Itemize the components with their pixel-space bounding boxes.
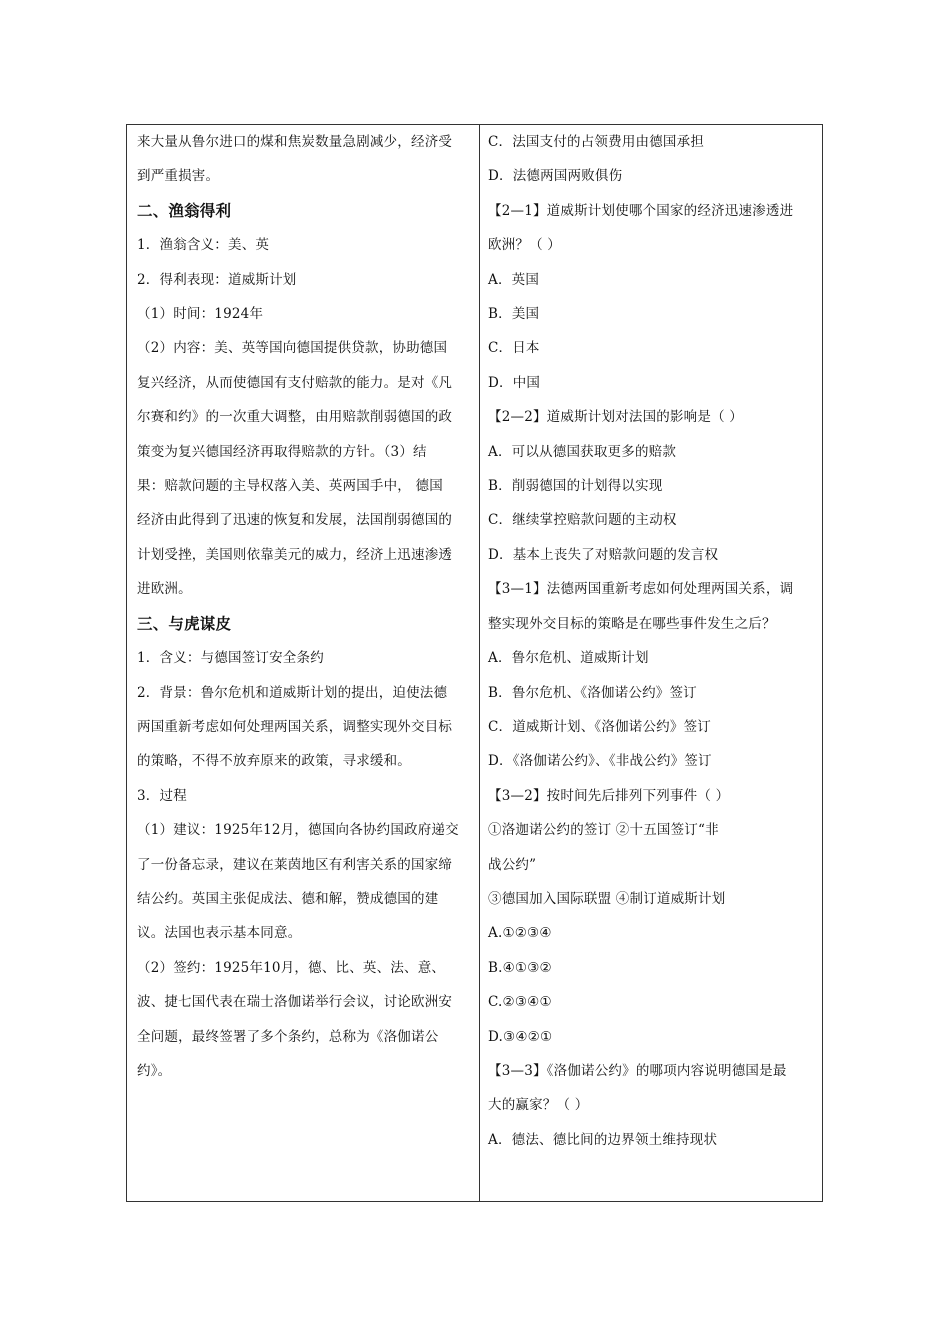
notes-text-line: 果：赔款问题的主导权落入美、英两国手中， 德国	[137, 478, 443, 495]
exercise-text-line: C．法国支付的占领费用由德国承担	[488, 134, 705, 150]
exercise-text-line: 【3—2】按时间先后排列下列事件（ ）	[488, 787, 730, 804]
notes-text-line: 计划受挫，美国则依靠美元的威力，经济上迅速渗透	[137, 546, 453, 563]
exercise-text-line: 战公约”	[488, 856, 537, 873]
notes-text-line: 结公约。英国主张促成法、德和解，赞成德国的建	[137, 890, 439, 907]
exercise-text-line: D．中国	[488, 374, 541, 391]
notes-text-line: 经济由此得到了迅速的恢复和发展，法国削弱德国的	[137, 512, 453, 529]
exercise-text-line: A．英国	[488, 271, 540, 288]
notes-text-line: 策变为复兴德国经济再取得赔款的方针。（3）结	[137, 443, 427, 460]
exercise-text-line: A．鲁尔危机、道威斯计划	[488, 650, 649, 667]
exercise-text-line: C．继续掌控赔款问题的主动权	[488, 512, 677, 529]
exercise-text-line: D.③④②①	[488, 1028, 553, 1045]
exercise-text-line: 【3—1】法德两国重新考虑如何处理两国关系，调	[488, 581, 794, 598]
notes-section-heading: 三、与虎谋皮	[137, 614, 232, 633]
exercise-text-line: 【2—2】道威斯计划对法国的影响是（ ）	[488, 409, 743, 426]
exercise-text-line: C.②③④①	[488, 994, 552, 1011]
exercise-text-line: B．削弱德国的计划得以实现	[488, 478, 663, 495]
notes-column	[127, 125, 480, 1201]
notes-text-line: 3．过程	[137, 787, 187, 804]
content-table	[126, 124, 823, 1202]
exercise-text-line: 整实现外交目标的策略是在哪些事件发生之后？	[488, 615, 776, 632]
notes-text-line: （1）建议：1925年12月，德国向各协约国政府递交	[137, 822, 459, 839]
notes-text-line: 的策略，不得不放弃原来的政策，寻求缓和。	[137, 753, 411, 770]
exercise-text-line: A.①②③④	[488, 925, 552, 942]
exercise-text-line: D．法德两国两败俱伤	[488, 168, 623, 185]
exercise-text-line: D．基本上丧失了对赔款问题的发言权	[488, 546, 719, 563]
exercise-text-line: C．道威斯计划、《洛伽诺公约》签订	[488, 718, 711, 735]
exercise-text-line: B.④①③②	[488, 959, 552, 976]
notes-text-line: （2）签约：1925年10月，德、比、英、法、意、	[137, 959, 446, 976]
exercise-text-line: B．鲁尔危机、《洛伽诺公约》签订	[488, 684, 697, 701]
exercise-text-line: C．日本	[488, 340, 540, 357]
exercise-text-line: D．《洛伽诺公约》、《非战公约》签订	[488, 753, 712, 770]
exercise-text-line: 【2—1】道威斯计划使哪个国家的经济迅速渗透进	[488, 202, 794, 219]
notes-text-line: 全问题，最终签署了多个条约，总称为《洛伽诺公	[137, 1028, 439, 1045]
exercise-text-line: ③德国加入国际联盟 ④制订道威斯计划	[488, 890, 726, 907]
notes-text-line: 进欧洲。	[137, 581, 192, 598]
notes-text-line: 复兴经济，从而使德国有支付赔款的能力。是对《凡	[137, 374, 453, 391]
exercise-column	[480, 125, 822, 1201]
exercise-text-line: 【3—3】《洛伽诺公约》的哪项内容说明德国是最	[488, 1062, 787, 1079]
notes-section-heading: 二、渔翁得利	[137, 201, 232, 220]
exercise-text-line: A．可以从德国获取更多的赔款	[488, 443, 677, 460]
notes-text-line: （2）内容：美、英等国向德国提供贷款，协助德国	[137, 340, 448, 357]
notes-text-line: 波、捷七国代表在瑞士洛伽诺举行会议，讨论欧洲安	[137, 994, 453, 1011]
notes-text-line: 1．含义：与德国签订安全条约	[137, 650, 324, 667]
notes-text-line: 1．渔翁含义：美、英	[137, 237, 270, 254]
exercise-text-line: A．德法、德比间的边界领土维持现状	[488, 1131, 718, 1148]
notes-text-line: 到严重损害。	[137, 168, 220, 185]
notes-text-line: 尔赛和约》的一次重大调整，由用赔款削弱德国的政	[137, 409, 453, 426]
notes-text-line: 2．得利表现：道威斯计划	[137, 271, 297, 288]
notes-text-line: 了一份备忘录，建议在莱茵地区有利害关系的国家缔	[137, 856, 453, 873]
notes-text-line: 两国重新考虑如何处理两国关系，调整实现外交目标	[137, 718, 453, 735]
notes-text-line: 议。法国也表示基本同意。	[137, 925, 302, 942]
notes-text-line: 2．背景：鲁尔危机和道威斯计划的提出，迫使法德	[137, 684, 448, 701]
notes-text-line: 来大量从鲁尔进口的煤和焦炭数量急剧减少，经济受	[137, 134, 453, 150]
exercise-text-line: 大的赢家？（ ）	[488, 1097, 589, 1114]
exercise-text-line: B．美国	[488, 306, 540, 323]
notes-text-line: （1）时间：1924年	[137, 306, 264, 323]
exercise-text-line: 欧洲？（ ）	[488, 237, 561, 254]
notes-text-line: 约》。	[137, 1062, 172, 1079]
exercise-text-line: ①洛迦诺公约的签订 ②十五国签订“非	[488, 822, 719, 839]
